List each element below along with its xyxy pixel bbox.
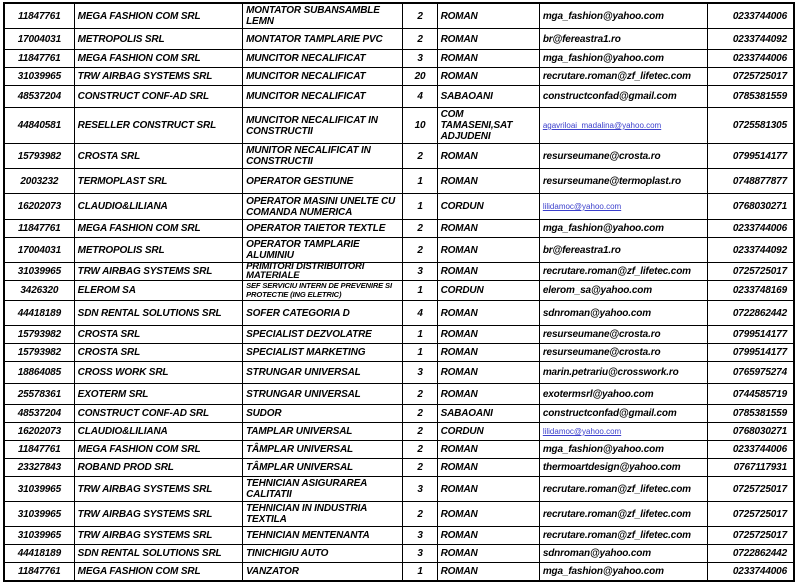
- cell-phone: 0233744006: [708, 563, 794, 581]
- cell-phone: 0725725017: [708, 263, 794, 281]
- table-row: [4, 29, 794, 50]
- cell-email: mga_fashion@yahoo.com: [539, 441, 707, 459]
- email-link[interactable]: agavriloai_madalina@yahoo.com: [542, 121, 662, 130]
- cell-job: MUNITOR NECALIFICAT IN CONSTRUCTII: [243, 144, 403, 169]
- cell-job: TEHNICIAN ASIGURAREA CALITATII: [243, 477, 403, 502]
- cell-count: 3: [403, 50, 437, 68]
- table-row: [4, 527, 794, 545]
- cell-count: 2: [403, 441, 437, 459]
- cell-phone: 0767117931: [708, 459, 794, 477]
- cell-company: SDN RENTAL SOLUTIONS SRL: [74, 301, 242, 326]
- cell-phone: 0748877877: [708, 169, 794, 194]
- cell-phone: 0725725017: [708, 502, 794, 527]
- table-row: [4, 301, 794, 326]
- cell-count: 2: [403, 423, 437, 441]
- cell-count: 2: [403, 220, 437, 238]
- table-row: [4, 194, 794, 220]
- cell-phone: 0233744006: [708, 441, 794, 459]
- cell-phone: 0722862442: [708, 545, 794, 563]
- cell-id: 31039965: [4, 68, 74, 86]
- cell-count: 4: [403, 86, 437, 108]
- cell-city: CORDUN: [437, 194, 539, 220]
- cell-city: ROMAN: [437, 344, 539, 362]
- cell-count: 2: [403, 459, 437, 477]
- table-row: [4, 281, 794, 301]
- table-row: [4, 563, 794, 581]
- cell-phone: 0799514177: [708, 144, 794, 169]
- cell-job: STRUNGAR UNIVERSAL: [243, 384, 403, 405]
- cell-company: METROPOLIS SRL: [74, 238, 242, 263]
- cell-count: 3: [403, 545, 437, 563]
- cell-email: constructconfad@gmail.com: [539, 405, 707, 423]
- cell-city: ROMAN: [437, 263, 539, 281]
- table-row: [4, 405, 794, 423]
- cell-id: 48537204: [4, 405, 74, 423]
- cell-job: SEF SERVICIU INTERN DE PREVENIRE SI PROTECTIE (ING ELETRIC): [243, 281, 403, 301]
- cell-company: TERMOPLAST SRL: [74, 169, 242, 194]
- cell-job: TEHNICIAN IN INDUSTRIA TEXTILA: [243, 502, 403, 527]
- cell-city: ROMAN: [437, 301, 539, 326]
- cell-phone: 0744585719: [708, 384, 794, 405]
- cell-city: ROMAN: [437, 545, 539, 563]
- cell-job: SOFER CATEGORIA D: [243, 301, 403, 326]
- cell-phone: 0233744006: [708, 220, 794, 238]
- cell-job: PRIMITORI DISTRIBUITORI MATERIALE: [243, 263, 403, 281]
- cell-id: 3426320: [4, 281, 74, 301]
- cell-count: 3: [403, 477, 437, 502]
- cell-company: CONSTRUCT CONF-AD SRL: [74, 405, 242, 423]
- cell-city: ROMAN: [437, 477, 539, 502]
- cell-company: RESELLER CONSTRUCT SRL: [74, 108, 242, 144]
- cell-city: ROMAN: [437, 50, 539, 68]
- cell-company: CLAUDIO&LILIANA: [74, 423, 242, 441]
- cell-id: 11847761: [4, 3, 74, 29]
- cell-id: 11847761: [4, 563, 74, 581]
- cell-city: SABAOANI: [437, 86, 539, 108]
- cell-id: 31039965: [4, 477, 74, 502]
- cell-id: 23327843: [4, 459, 74, 477]
- cell-email: recrutare.roman@zf_lifetec.com: [539, 263, 707, 281]
- email-link[interactable]: lilidamoc@yahoo.com: [542, 427, 622, 436]
- table-row: [4, 50, 794, 68]
- cell-company: ELEROM SA: [74, 281, 242, 301]
- cell-phone: 0725725017: [708, 477, 794, 502]
- cell-id: 48537204: [4, 86, 74, 108]
- cell-id: 16202073: [4, 194, 74, 220]
- cell-email: mga_fashion@yahoo.com: [539, 50, 707, 68]
- table-body: [4, 3, 794, 581]
- cell-phone: 0233748169: [708, 281, 794, 301]
- table-row: [4, 545, 794, 563]
- cell-id: 44418189: [4, 545, 74, 563]
- table-row: [4, 263, 794, 281]
- cell-id: 15793982: [4, 144, 74, 169]
- cell-phone: 0725725017: [708, 527, 794, 545]
- cell-city: ROMAN: [437, 459, 539, 477]
- table-row: [4, 441, 794, 459]
- cell-email: [539, 423, 707, 441]
- cell-id: 11847761: [4, 50, 74, 68]
- cell-city: ROMAN: [437, 169, 539, 194]
- cell-city: ROMAN: [437, 29, 539, 50]
- cell-phone: 0233744092: [708, 29, 794, 50]
- cell-email: [539, 194, 707, 220]
- cell-count: 3: [403, 527, 437, 545]
- cell-company: TRW AIRBAG SYSTEMS SRL: [74, 477, 242, 502]
- cell-job: SPECIALIST DEZVOLATRE: [243, 326, 403, 344]
- vacancies-table: [3, 2, 795, 582]
- cell-email: recrutare.roman@zf_lifetec.com: [539, 68, 707, 86]
- cell-email: br@fereastra1.ro: [539, 238, 707, 263]
- cell-email: sdnroman@yahoo.com: [539, 545, 707, 563]
- cell-phone: 0785381559: [708, 405, 794, 423]
- cell-email: marin.petrariu@crosswork.ro: [539, 362, 707, 384]
- table-row: [4, 3, 794, 29]
- table-row: [4, 344, 794, 362]
- document-page: [0, 2, 800, 577]
- cell-count: 2: [403, 29, 437, 50]
- cell-email: constructconfad@gmail.com: [539, 86, 707, 108]
- cell-job: VANZATOR: [243, 563, 403, 581]
- cell-id: 17004031: [4, 238, 74, 263]
- cell-job: OPERATOR MASINI UNELTE CU COMANDA NUMERICA: [243, 194, 403, 220]
- table-row: [4, 326, 794, 344]
- cell-job: OPERATOR TAIETOR TEXTLE: [243, 220, 403, 238]
- cell-company: MEGA FASHION COM SRL: [74, 441, 242, 459]
- table-row: [4, 86, 794, 108]
- cell-city: ROMAN: [437, 144, 539, 169]
- cell-city: SABAOANI: [437, 405, 539, 423]
- cell-city: CORDUN: [437, 423, 539, 441]
- cell-city: ROMAN: [437, 384, 539, 405]
- cell-job: MUNCITOR NECALIFICAT IN CONSTRUCTII: [243, 108, 403, 144]
- cell-city: ROMAN: [437, 362, 539, 384]
- cell-phone: 0725725017: [708, 68, 794, 86]
- cell-city: ROMAN: [437, 527, 539, 545]
- cell-count: 1: [403, 194, 437, 220]
- cell-company: MEGA FASHION COM SRL: [74, 3, 242, 29]
- cell-count: 4: [403, 301, 437, 326]
- cell-id: 44840581: [4, 108, 74, 144]
- cell-city: ROMAN: [437, 441, 539, 459]
- cell-id: 16202073: [4, 423, 74, 441]
- cell-phone: 0768030271: [708, 194, 794, 220]
- cell-city: ROMAN: [437, 238, 539, 263]
- cell-city: ROMAN: [437, 3, 539, 29]
- table-row: [4, 144, 794, 169]
- table-row: [4, 108, 794, 144]
- cell-city: CORDUN: [437, 281, 539, 301]
- cell-job: MUNCITOR NECALIFICAT: [243, 86, 403, 108]
- cell-job: TÂMPLAR UNIVERSAL: [243, 441, 403, 459]
- cell-phone: 0799514177: [708, 326, 794, 344]
- cell-company: SDN RENTAL SOLUTIONS SRL: [74, 545, 242, 563]
- cell-count: 2: [403, 238, 437, 263]
- cell-company: CROSTA SRL: [74, 344, 242, 362]
- cell-phone: 0233744006: [708, 3, 794, 29]
- table-row: [4, 238, 794, 263]
- table-row: [4, 477, 794, 502]
- cell-email: resurseumane@crosta.ro: [539, 326, 707, 344]
- cell-company: TRW AIRBAG SYSTEMS SRL: [74, 68, 242, 86]
- cell-job: OPERATOR TAMPLARIE ALUMINIU: [243, 238, 403, 263]
- cell-job: MONTATOR TAMPLARIE PVC: [243, 29, 403, 50]
- cell-company: CROSTA SRL: [74, 326, 242, 344]
- cell-company: EXOTERM SRL: [74, 384, 242, 405]
- cell-job: TÂMPLAR UNIVERSAL: [243, 459, 403, 477]
- cell-count: 2: [403, 502, 437, 527]
- cell-job: MONTATOR SUBANSAMBLE LEMN: [243, 3, 403, 29]
- cell-job: SUDOR: [243, 405, 403, 423]
- cell-count: 1: [403, 281, 437, 301]
- cell-company: CLAUDIO&LILIANA: [74, 194, 242, 220]
- cell-company: TRW AIRBAG SYSTEMS SRL: [74, 527, 242, 545]
- cell-id: 25578361: [4, 384, 74, 405]
- cell-company: ROBAND PROD SRL: [74, 459, 242, 477]
- cell-job: TINICHIGIU AUTO: [243, 545, 403, 563]
- cell-email: thermoartdesign@yahoo.com: [539, 459, 707, 477]
- table-row: [4, 502, 794, 527]
- cell-count: 20: [403, 68, 437, 86]
- cell-id: 31039965: [4, 263, 74, 281]
- cell-city: ROMAN: [437, 502, 539, 527]
- cell-email: resurseumane@termoplast.ro: [539, 169, 707, 194]
- cell-company: MEGA FASHION COM SRL: [74, 50, 242, 68]
- cell-job: TEHNICIAN MENTENANTA: [243, 527, 403, 545]
- cell-company: CROSS WORK SRL: [74, 362, 242, 384]
- cell-job: OPERATOR GESTIUNE: [243, 169, 403, 194]
- cell-id: 15793982: [4, 344, 74, 362]
- cell-count: 3: [403, 263, 437, 281]
- table-row: [4, 169, 794, 194]
- cell-job: MUNCITOR NECALIFICAT: [243, 50, 403, 68]
- cell-phone: 0233744006: [708, 50, 794, 68]
- cell-count: 2: [403, 384, 437, 405]
- cell-phone: 0725581305: [708, 108, 794, 144]
- cell-company: MEGA FASHION COM SRL: [74, 563, 242, 581]
- cell-email: [539, 108, 707, 144]
- cell-city: ROMAN: [437, 220, 539, 238]
- cell-id: 11847761: [4, 441, 74, 459]
- cell-company: TRW AIRBAG SYSTEMS SRL: [74, 263, 242, 281]
- cell-job: TAMPLAR UNIVERSAL: [243, 423, 403, 441]
- cell-id: 18864085: [4, 362, 74, 384]
- cell-email: mga_fashion@yahoo.com: [539, 563, 707, 581]
- cell-city: ROMAN: [437, 326, 539, 344]
- cell-count: 1: [403, 344, 437, 362]
- cell-phone: 0722862442: [708, 301, 794, 326]
- cell-count: 2: [403, 3, 437, 29]
- cell-count: 1: [403, 563, 437, 581]
- cell-phone: 0768030271: [708, 423, 794, 441]
- cell-count: 2: [403, 405, 437, 423]
- cell-company: TRW AIRBAG SYSTEMS SRL: [74, 502, 242, 527]
- cell-email: recrutare.roman@zf_lifetec.com: [539, 527, 707, 545]
- cell-job: STRUNGAR UNIVERSAL: [243, 362, 403, 384]
- cell-count: 2: [403, 144, 437, 169]
- cell-id: 31039965: [4, 502, 74, 527]
- cell-company: CONSTRUCT CONF-AD SRL: [74, 86, 242, 108]
- cell-email: recrutare.roman@zf_lifetec.com: [539, 502, 707, 527]
- cell-count: 1: [403, 169, 437, 194]
- cell-id: 17004031: [4, 29, 74, 50]
- cell-email: recrutare.roman@zf_lifetec.com: [539, 477, 707, 502]
- cell-job: SPECIALIST MARKETING: [243, 344, 403, 362]
- cell-company: MEGA FASHION COM SRL: [74, 220, 242, 238]
- cell-email: mga_fashion@yahoo.com: [539, 3, 707, 29]
- table-row: [4, 423, 794, 441]
- cell-email: br@fereastra1.ro: [539, 29, 707, 50]
- table-row: [4, 384, 794, 405]
- cell-email: resurseumane@crosta.ro: [539, 344, 707, 362]
- cell-email: elerom_sa@yahoo.com: [539, 281, 707, 301]
- cell-count: 10: [403, 108, 437, 144]
- cell-city: ROMAN: [437, 563, 539, 581]
- cell-id: 44418189: [4, 301, 74, 326]
- cell-company: METROPOLIS SRL: [74, 29, 242, 50]
- cell-company: CROSTA SRL: [74, 144, 242, 169]
- cell-id: 2003232: [4, 169, 74, 194]
- cell-id: 31039965: [4, 527, 74, 545]
- cell-job: MUNCITOR NECALIFICAT: [243, 68, 403, 86]
- table-row: [4, 362, 794, 384]
- cell-city: COM TAMASENI,SAT ADJUDENI: [437, 108, 539, 144]
- cell-id: 15793982: [4, 326, 74, 344]
- cell-phone: 0799514177: [708, 344, 794, 362]
- cell-id: 11847761: [4, 220, 74, 238]
- cell-phone: 0765975274: [708, 362, 794, 384]
- cell-count: 1: [403, 326, 437, 344]
- cell-count: 3: [403, 362, 437, 384]
- cell-phone: 0785381559: [708, 86, 794, 108]
- table-row: [4, 459, 794, 477]
- email-link[interactable]: lilidamoc@yahoo.com: [542, 202, 622, 211]
- cell-city: ROMAN: [437, 68, 539, 86]
- table-row: [4, 220, 794, 238]
- cell-phone: 0233744092: [708, 238, 794, 263]
- cell-email: mga_fashion@yahoo.com: [539, 220, 707, 238]
- cell-email: exotermsrl@yahoo.com: [539, 384, 707, 405]
- table-row: [4, 68, 794, 86]
- cell-email: sdnroman@yahoo.com: [539, 301, 707, 326]
- cell-email: resurseumane@crosta.ro: [539, 144, 707, 169]
